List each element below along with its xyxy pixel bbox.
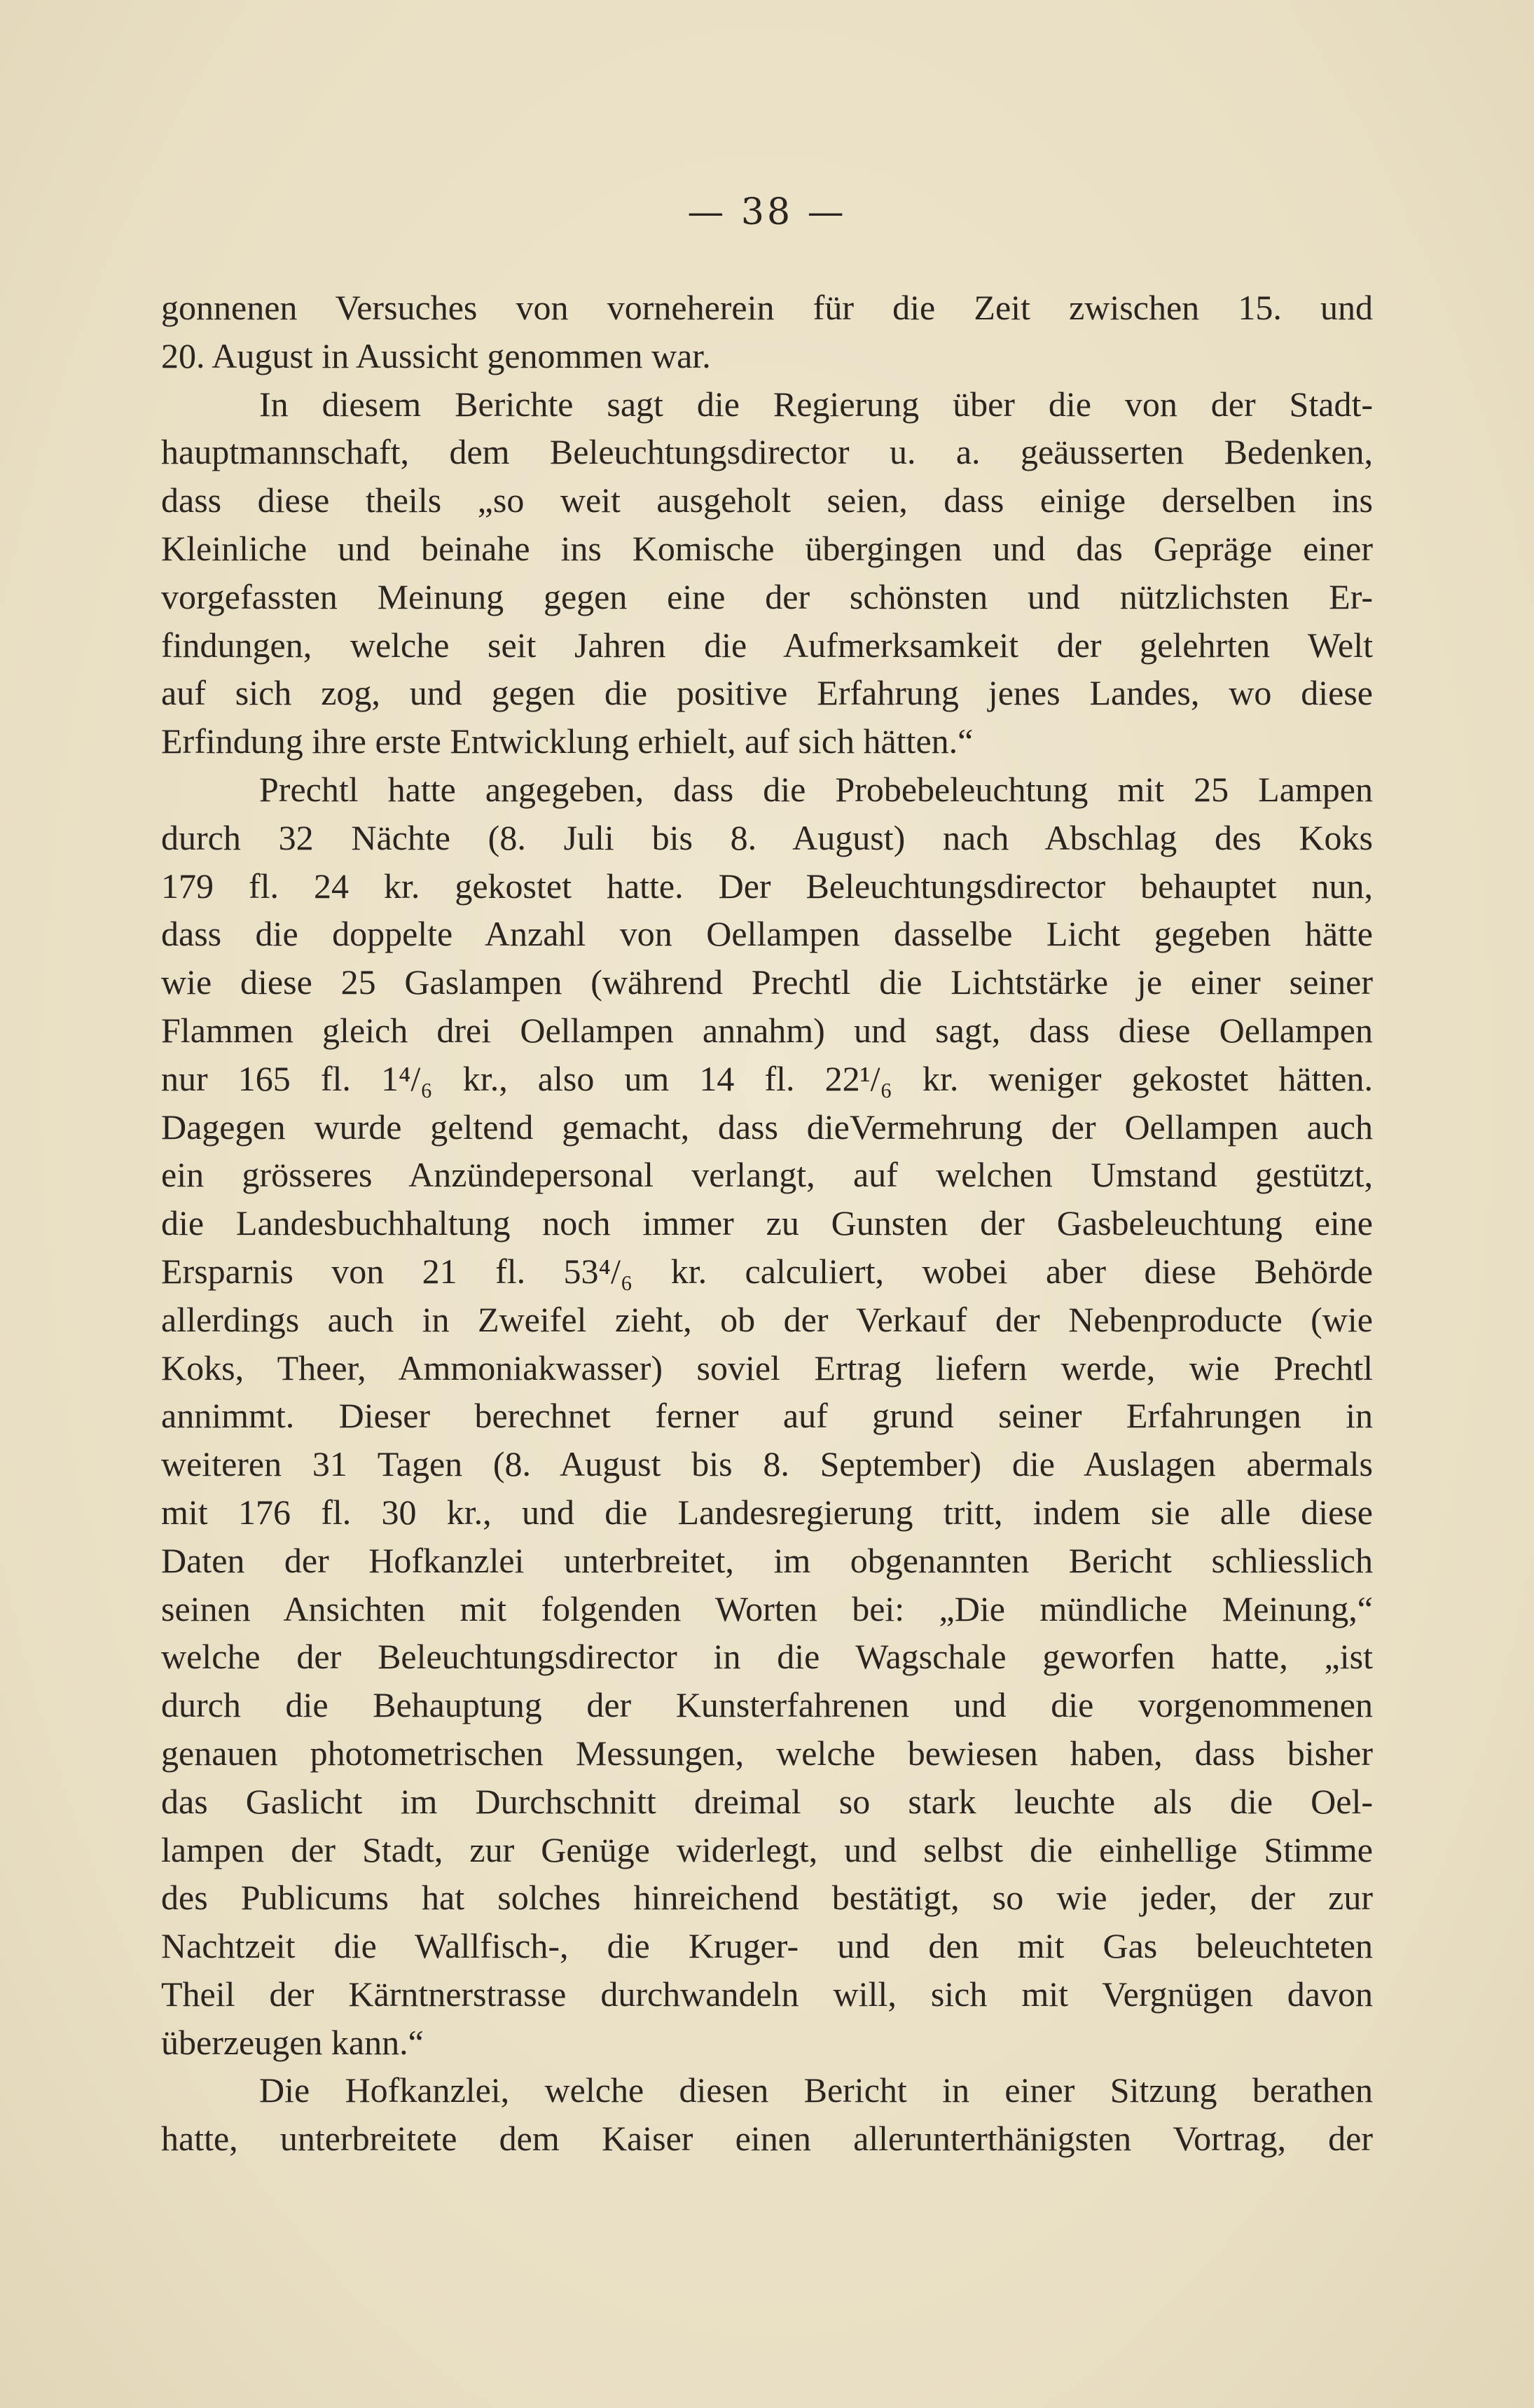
text-line: Dagegen wurde geltend gemacht, dass dieVermehrung der Oellampen auch: [161, 1107, 1373, 1147]
text-line: annimmt. Dieser berechnet ferner auf grund seiner Erfahrungen in: [161, 1396, 1373, 1436]
text-line: Theil der Kärntnerstrasse durchwandeln will, sich mit Vergnügen davon: [161, 1974, 1373, 2014]
text-line: seinen Ansichten mit folgenden Worten bei: „Die mündliche Meinung,“: [161, 1589, 1373, 1628]
text-line: hatte, unterbreitete dem Kaiser einen allerunterthänigsten Vortrag, der: [161, 2119, 1373, 2159]
body-text: [161, 284, 1373, 2163]
text-line: hauptmannschaft, dem Beleuchtungsdirector u. a. geäusserten Bedenken,: [161, 432, 1373, 472]
text-line: auf sich zog, und gegen die positive Erfahrung jenes Landes, wo diese: [161, 673, 1373, 713]
text-line: Ersparnis von 21 fl. 53⁴/₆ kr. calculiert, wobei aber diese Behörde: [161, 1251, 1373, 1291]
text-line: Nachtzeit die Wallfisch-, die Kruger- und den mit Gas beleuchteten: [161, 1926, 1373, 1966]
text-line: findungen, welche seit Jahren die Aufmerksamkeit der gelehrten Welt: [161, 625, 1373, 665]
text-line: das Gaslicht im Durchschnitt dreimal so stark leuchte als die Oel-: [161, 1781, 1373, 1821]
text-line: vorgefassten Meinung gegen eine der schönsten und nützlichsten Er-: [161, 576, 1373, 616]
text-line: durch 32 Nächte (8. Juli bis 8. August) nach Abschlag des Koks: [161, 817, 1373, 857]
page-number: — 38 —: [687, 191, 847, 233]
text-line: allerdings auch in Zweifel zieht, ob der Verkauf der Nebenproducte (wie: [161, 1299, 1373, 1339]
text-line: Prechtl hatte angegeben, dass die Probebeleuchtung mit 25 Lampen: [259, 769, 1373, 809]
text-line: Daten der Hofkanzlei unterbreitet, im obgenannten Bericht schliesslich: [161, 1540, 1373, 1580]
text-line: Erfindung ihre erste Entwicklung erhielt, auf sich hätten.“: [161, 721, 974, 761]
text-line: weiteren 31 Tagen (8. August bis 8. September) die Auslagen abermals: [161, 1444, 1373, 1484]
text-line: wie diese 25 Gaslampen (während Prechtl die Lichtstärke je einer seiner: [161, 962, 1373, 1002]
text-line: Die Hofkanzlei, welche diesen Bericht in einer Sitzung berathen: [259, 2070, 1373, 2110]
text-line: 179 fl. 24 kr. gekostet hatte. Der Beleuchtungsdirector behauptet nun,: [161, 866, 1373, 906]
text-line: überzeugen kann.“: [161, 2022, 424, 2062]
text-line: die Landesbuchhaltung noch immer zu Gunsten der Gasbeleuchtung eine: [161, 1203, 1373, 1243]
text-line: nur 165 fl. 1⁴/₆ kr., also um 14 fl. 22¹/₆ kr. weniger gekostet hätten.: [161, 1058, 1373, 1098]
text-line: lampen der Stadt, zur Genüge widerlegt, und selbst die einhellige Stimme: [161, 1829, 1373, 1869]
text-line: welche der Beleuchtungsdirector in die Wagschale geworfen hatte, „ist: [161, 1637, 1373, 1677]
text-line: Kleinliche und beinahe ins Komische übergingen und das Gepräge einer: [161, 528, 1373, 568]
text-line: des Publicums hat solches hinreichend bestätigt, so wie jeder, der zur: [161, 1878, 1373, 1918]
text-line: Koks, Theer, Ammoniakwasser) soviel Ertrag liefern werde, wie Prechtl: [161, 1348, 1373, 1388]
text-line: genauen photometrischen Messungen, welche bewiesen haben, dass bisher: [161, 1733, 1373, 1773]
text-line: dass diese theils „so weit ausgeholt seien, dass einige derselben ins: [161, 480, 1373, 520]
text-line: mit 176 fl. 30 kr., und die Landesregierung tritt, indem sie alle diese: [161, 1492, 1373, 1532]
text-line: Flammen gleich drei Oellampen annahm) und sagt, dass diese Oellampen: [161, 1010, 1373, 1050]
text-line: ein grösseres Anzündepersonal verlangt, auf welchen Umstand gestützt,: [161, 1155, 1373, 1195]
text-line: gonnenen Versuches von vorneherein für die Zeit zwischen 15. und: [161, 288, 1373, 327]
text-line: durch die Behauptung der Kunsterfahrenen und die vorgenommenen: [161, 1685, 1373, 1725]
text-line: In diesem Berichte sagt die Regierung über die von der Stadt-: [259, 384, 1373, 424]
text-line: 20. August in Aussicht genommen war.: [161, 335, 711, 375]
text-line: dass die doppelte Anzahl von Oellampen dasselbe Licht gegeben hätte: [161, 914, 1373, 954]
